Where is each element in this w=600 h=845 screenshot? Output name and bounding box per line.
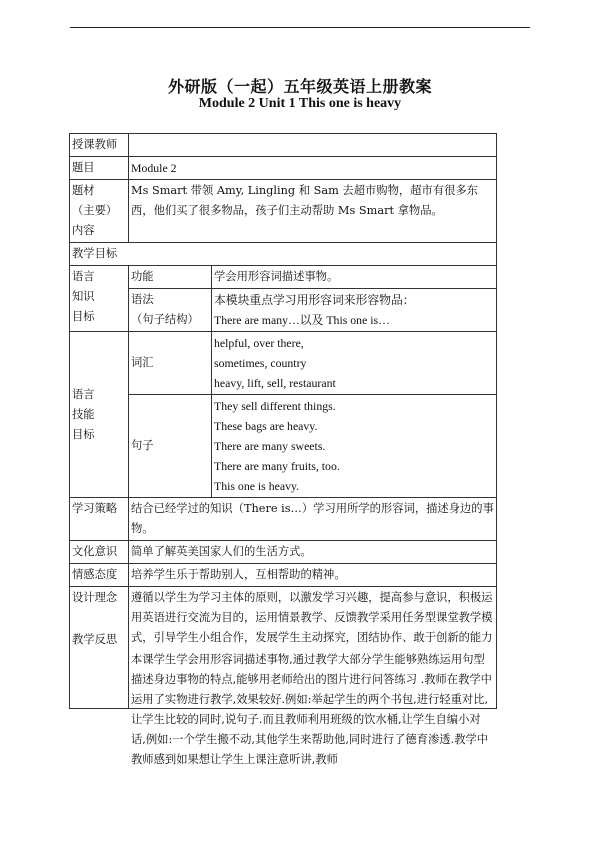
grammar-text: 本模块重点学习用形容词来形容物品： There are many…以及 This one is… bbox=[212, 289, 497, 332]
emotion-label: 情感态度 bbox=[70, 564, 129, 587]
topic-label: 题目 bbox=[70, 157, 129, 180]
strategy-text: 结合已经学过的知识（There is…）学习用所学的形容词，描述身边的事物。 bbox=[129, 498, 497, 541]
function-text: 学会用形容词描述事物。 bbox=[212, 266, 497, 289]
culture-text: 简单了解英美国家人们的生活方式。 bbox=[129, 541, 497, 564]
grammar-label: 语法 （句子结构） bbox=[129, 289, 212, 332]
topic-value: Module 2 bbox=[129, 157, 497, 180]
row-teacher bbox=[70, 134, 497, 157]
reflection-cell bbox=[129, 649, 497, 766]
teacher-label: 授课教师 bbox=[70, 134, 129, 157]
design-label: 设计理念 bbox=[70, 587, 129, 650]
content-label: 题材 （主要） 内容 bbox=[70, 180, 129, 243]
header-rule bbox=[70, 27, 530, 28]
row-goals bbox=[70, 243, 497, 266]
sentence-list: They sell different things. These bags are heavy. There are many sweets. There are many fruits, too. This one is heavy. bbox=[212, 395, 497, 498]
row-strategy bbox=[70, 498, 497, 541]
content-text: Ms Smart 带领 Amy, Lingling 和 Sam 去超市购物，超市有很多东西，他们买了很多物品，孩子们主动帮助 Ms Smart 拿物品。 bbox=[129, 180, 497, 243]
row-content bbox=[70, 180, 497, 243]
row-sentences bbox=[70, 395, 497, 498]
row-function bbox=[70, 266, 497, 289]
reflection-label: 教学反思 bbox=[72, 633, 118, 646]
document-title: 外研版（一起）五年级英语上册教案 bbox=[167, 77, 432, 96]
lang-knowledge-label: 语言 知识 目标 bbox=[70, 266, 129, 332]
reflection-label-cell bbox=[70, 633, 129, 709]
row-emotion bbox=[70, 564, 497, 587]
document-subtitle: Module 2 Unit 1 This one is heavy bbox=[198, 96, 402, 111]
lang-skill-label: 语言 技能 目标 bbox=[70, 332, 129, 498]
row-topic bbox=[70, 157, 497, 180]
goals-label: 教学目标 bbox=[70, 243, 497, 266]
design-text: 遵循以学生为学习主体的原则，以激发学习兴趣，提高参与意识，积极运用英语进行交流为目的，运用情景教学、反馈教学采用任务型课堂教学模式，引导学生小组合作，发展学生主动探究，团结协作、敢于创新的能力 bbox=[129, 587, 497, 650]
lesson-plan-table bbox=[69, 133, 497, 766]
row-culture bbox=[70, 541, 497, 564]
row-vocab bbox=[70, 332, 497, 395]
reflection-text: 本课学生学会用形容词描述事物,通过教学大部分学生能够熟练运用句型描述身边事物的特点,能够用老师给出的图片进行问答练习 .教师在教学中运用了实物进行教学,效果较好.例如:举起学生的两个书包,进行轻重对比,让学生比较的同时,说句子.而且教师利用班级的饮水桶,让学生自编小对话,例如:一个学生搬不动,其他学生来帮助他,同时进行了德育渗透.教学中教师感到如果想让学生上课注意听讲,教师 bbox=[131, 653, 492, 766]
row-reflection bbox=[70, 649, 497, 709]
teacher-value bbox=[129, 134, 497, 157]
strategy-label: 学习策略 bbox=[70, 498, 129, 541]
vocab-list: helpful, over there, sometimes, country heavy, lift, sell, restaurant bbox=[212, 332, 497, 395]
vocab-label: 词汇 bbox=[129, 332, 212, 395]
culture-label: 文化意识 bbox=[70, 541, 129, 564]
sentence-label: 句子 bbox=[129, 395, 212, 498]
row-grammar bbox=[70, 289, 497, 332]
function-label: 功能 bbox=[129, 266, 212, 289]
row-design bbox=[70, 587, 497, 650]
emotion-text: 培养学生乐于帮助别人，互相帮助的精神。 bbox=[129, 564, 497, 587]
